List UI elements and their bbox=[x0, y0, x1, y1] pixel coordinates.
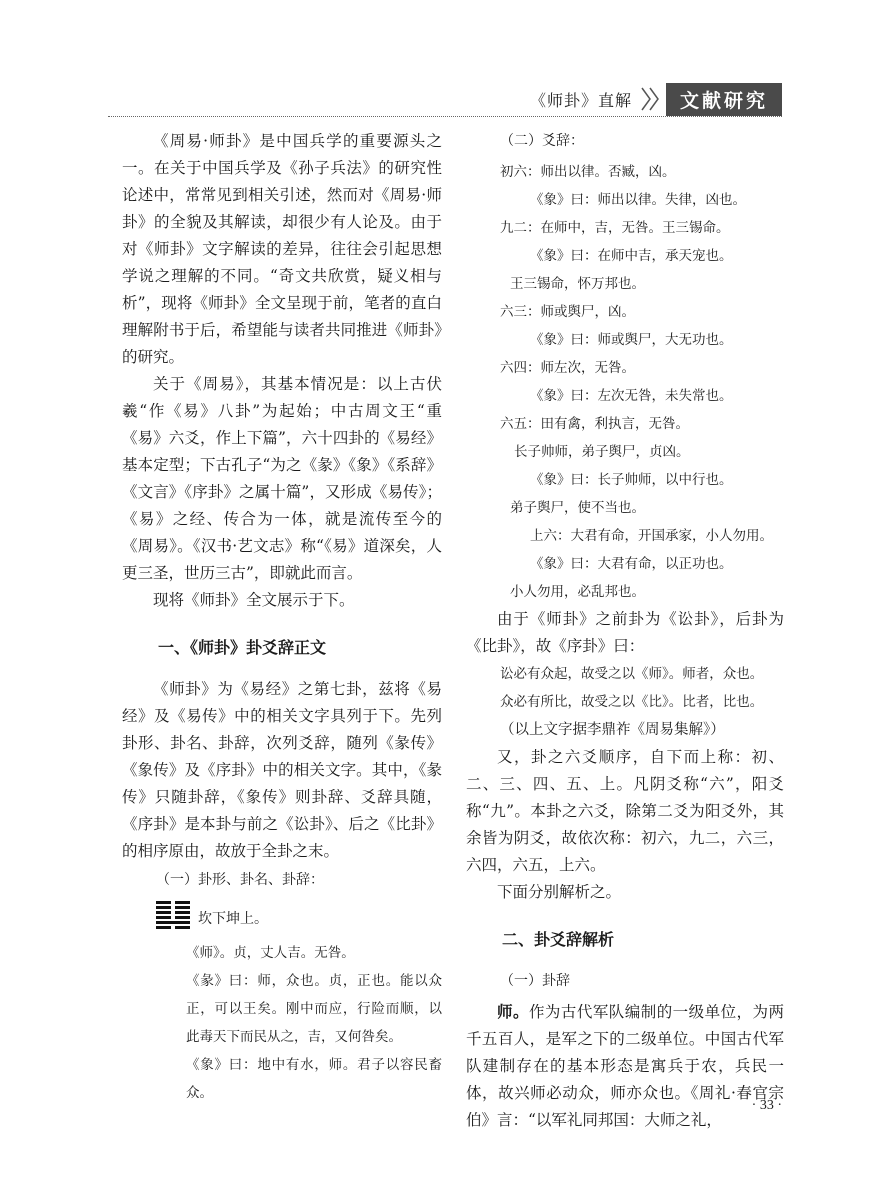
paragraph bbox=[466, 998, 784, 1134]
line-text: 长子帅师，弟子舆尸，贞凶。 bbox=[514, 444, 690, 460]
hexagram-shi-icon bbox=[156, 901, 190, 935]
paragraph: 关于《周易》，其基本情况是：以上古伏羲“作《易》八卦”为起始；中古周文王“重《易》六爻，作上下篇”，六十四卦的《易经》基本定型；下古孔子“为之《彖》《象》《系辞》《文言》《序卦》之属十篇”，又形成《易传》；《易》之经、传合为一体，就是流传至今的《周易》。《汉书·艺文志》称“《易》道深矣，人更三圣，世历三古”，即就此而言。 bbox=[122, 375, 442, 582]
chevron-right-icon bbox=[640, 86, 662, 112]
line-text: 六四：师左次，无咎。 bbox=[500, 360, 635, 376]
quote-text: 《象》曰：地中有水，师。君子以容民畜众。 bbox=[186, 1057, 442, 1101]
hexagram-row bbox=[156, 901, 442, 935]
commentary-text: 王三锡命，怀万邦也。 bbox=[510, 276, 645, 292]
commentary-text: 《象》曰：长子帅师，以中行也。 bbox=[530, 472, 733, 488]
running-header bbox=[530, 83, 782, 115]
commentary-text: 《象》曰：大君有命，以正功也。 bbox=[530, 556, 733, 572]
subsection-heading: （一）卦辞 bbox=[500, 973, 570, 989]
paragraph-text: 作为古代军队编制的一级单位，为两千五百人，是军之下的二级单位。中国古代军队建制存在的基本形态是寓兵于农，兵民一体，故兴师必动众，师亦众也。《周礼·春官宗伯》言：“以军礼同邦国：大师之礼， bbox=[466, 1003, 784, 1129]
source-note: （以上文字据李鼎祚《周易集解》） bbox=[500, 722, 725, 738]
section-heading: 二、卦爻辞解析 bbox=[502, 930, 615, 949]
paragraph: 《周易·师卦》是中国兵学的重要源头之一。在关于中国兵学及《孙子兵法》的研究性论述中，常常见到相关引述，然而对《周易·师卦》的全貌及其解读，却很少有人论及。由于对《师卦》文字解读的差异，往往会引起思想学说之理解的不同。“奇文共欣赏，疑义相与析”，现将《师卦》全文呈现于前，笔者的直白理解附书于后，希望能与读者共同推进《师卦》的研究。 bbox=[122, 132, 442, 366]
commentary-text: 《象》曰：左次无咎，未失常也。 bbox=[530, 388, 733, 404]
line-text: 六五：田有禽，利执言，无咎。 bbox=[500, 416, 689, 432]
paragraph: 现将《师卦》全文展示于下。 bbox=[153, 591, 355, 609]
commentary-text: 小人勿用，必乱邦也。 bbox=[510, 584, 645, 600]
left-column bbox=[122, 128, 442, 1107]
line-text: 初六：师出以律。否臧，凶。 bbox=[500, 164, 676, 180]
header-divider bbox=[108, 116, 782, 117]
paragraph: 《师卦》为《易经》之第七卦，兹将《易经》及《易传》中的相关文字具列于下。先列卦形、卦名、卦辞，次列爻辞，随列《彖传》《象传》及《序卦》中的相关文字。其中，《彖传》只随卦辞，《象传》则卦辞、爻辞具随，《序卦》是本卦与前之《讼卦》、后之《比卦》的相序原由，故放于全卦之末。 bbox=[122, 680, 442, 860]
subsection-heading: （一）卦形、卦名、卦辞： bbox=[156, 872, 324, 888]
commentary-text: 《象》曰：师或舆尸，大无功也。 bbox=[530, 332, 733, 348]
quote-text: 《师》。贞，丈人吉。无咎。 bbox=[186, 945, 355, 961]
header-title: 《师卦》直解 bbox=[529, 90, 632, 110]
paragraph: 又，卦之六爻顺序，自下而上称：初、二、三、四、五、上。凡阴爻称“六”，阳爻称“九”。本卦之六爻，除第二爻为阳爻外，其余皆为阴爻，故依次称：初六，九二，六三，六四，六五，上六。 bbox=[466, 748, 784, 874]
xugua-text: 众必有所比，故受之以《比》。比者，比也。 bbox=[500, 694, 764, 710]
right-column bbox=[466, 128, 784, 1134]
line-text: 六三：师或舆尸，凶。 bbox=[500, 304, 635, 320]
xugua-text: 讼必有众起，故受之以《师》。师者，众也。 bbox=[500, 666, 764, 682]
hexagram-label: 坎下坤上。 bbox=[198, 911, 268, 927]
line-text: 上六：大君有命，开国承家，小人勿用。 bbox=[530, 528, 773, 544]
section-heading: 一、《师卦》卦爻辞正文 bbox=[158, 638, 327, 657]
subsection-heading: （二）爻辞： bbox=[500, 133, 584, 149]
commentary-text: 《象》曰：师出以律。失律，凶也。 bbox=[530, 192, 746, 208]
term-lead: 师。 bbox=[497, 1002, 529, 1021]
commentary-text: 弟子舆尸，使不当也。 bbox=[510, 500, 645, 516]
line-text: 九二：在师中，吉，无咎。王三锡命。 bbox=[500, 220, 730, 236]
commentary-text: 《象》曰：在师中吉，承天宠也。 bbox=[530, 248, 733, 264]
paragraph: 由于《师卦》之前卦为《讼卦》，后卦为《比卦》，故《序卦》曰： bbox=[466, 610, 784, 655]
page-number: · 33 · bbox=[751, 1098, 782, 1113]
paragraph: 下面分别解析之。 bbox=[497, 883, 622, 901]
header-section-label: 文献研究 bbox=[666, 83, 782, 116]
quote-text: 《彖》曰：师，众也。贞，正也。能以众正，可以王矣。刚中而应，行险而顺，以此毒天下而民从之，吉，又何咎矣。 bbox=[186, 973, 442, 1045]
